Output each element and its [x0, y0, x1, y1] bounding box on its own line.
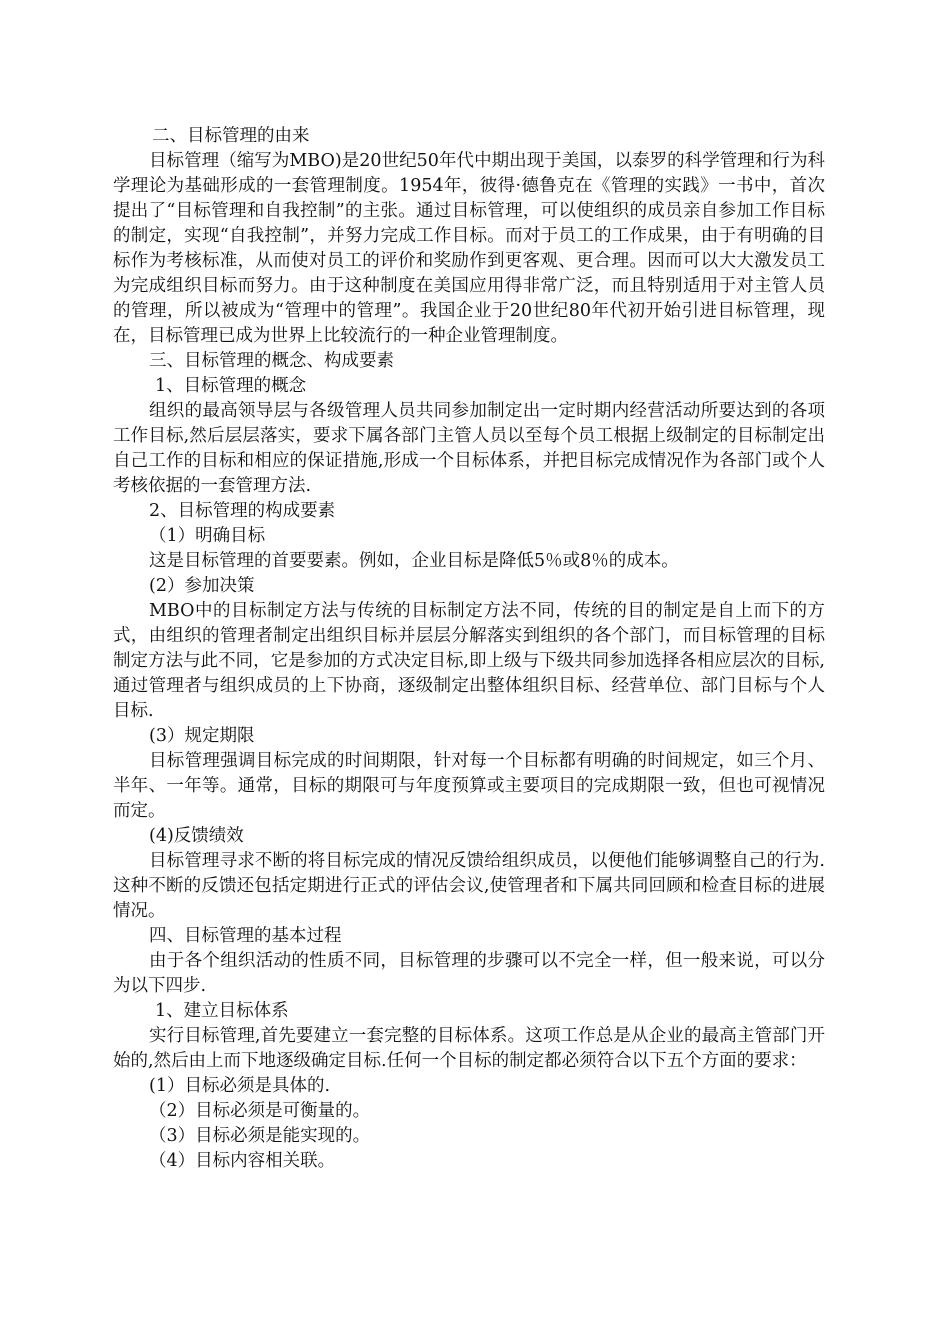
paragraph: 目标管理（缩写为MBO)是20世纪50年代中期出现于美国，以泰罗的科学管理和行为科学理论为基础形成的一套管理制度。1954年，彼得·德鲁克在《管理的实践》一书中，首次提出了“目标管理和自我控制”的主张。通过目标管理，可以使组织的成员亲自参加工作目标的制定，实现“自我控制”，并努力完成工作目标。而对于员工的工作成果，由于有明确的目标作为考核标准，从而使对员工的评价和奖励作到更客观、更合理。因而可以大大激发员工为完成组织目标而努力。由于这种制度在美国应用得非常广泛，而且特别适用于对主管人员的管理，所以被成为“管理中的管理”。我国企业于20世纪80年代初开始引进目标管理，现在，目标管理已成为世界上比较流行的一种企业管理制度。 — [113, 151, 825, 346]
list-item-heading: (2）参加决策 — [149, 576, 255, 596]
paragraph: MBO中的目标制定方法与传统的目标制定方法不同，传统的目的制定是自上而下的方式，由组织的管理者制定出组织目标并层层分解落实到组织的各个部门，而目标管理的目标制定方法与此不同，它是参加的方式决定目标,即上级与下级共同参加选择各相应层次的目标,通过管理者与组织成员的上下协商，逐级制定出整体组织目标、经营单位、部门目标与个人目标. — [113, 601, 825, 721]
subsection-heading: 1、建立目标体系 — [155, 1001, 289, 1021]
paragraph: 由于各个组织活动的性质不同，目标管理的步骤可以不完全一样，但一般来说，可以分为以下四步. — [113, 951, 825, 996]
list-item-heading: （1）明确目标 — [149, 526, 266, 546]
paragraph: 实行目标管理,首先要建立一套完整的目标体系。这项工作总是从企业的最高主管部门开始的,然后由上而下地逐级确定目标.任何一个目标的制定都必须符合以下五个方面的要求： — [113, 1026, 825, 1071]
subsection-heading: 1、目标管理的概念 — [155, 376, 307, 396]
paragraph: 这是目标管理的首要要素。例如，企业目标是降低5％或8％的成本。 — [149, 551, 679, 571]
section-heading: 三、目标管理的概念、构成要素 — [149, 351, 394, 371]
list-item: (1）目标必须是具体的. — [149, 1076, 331, 1096]
paragraph: 目标管理强调目标完成的时间期限，针对每一个目标都有明确的时间规定，如三个月、半年、一年等。通常，目标的期限可与年度预算或主要项目的完成期限一致，但也可视情况而定。 — [113, 751, 825, 821]
list-item-heading: (3）规定期限 — [149, 726, 255, 746]
list-item: （3）目标必须是能实现的。 — [149, 1126, 371, 1146]
paragraph: 目标管理寻求不断的将目标完成的情况反馈给组织成员，以便他们能够调整自己的行为.这种不断的反馈还包括定期进行正式的评估会议,使管理者和下属共同回顾和检查目标的进展情况。 — [113, 851, 825, 921]
document-body — [113, 124, 825, 1174]
section-heading: 二、目标管理的由来 — [152, 126, 310, 146]
list-item-heading: (4)反馈绩效 — [149, 826, 244, 846]
subsection-heading: 2、目标管理的构成要素 — [149, 501, 336, 521]
section-heading: 四、目标管理的基本过程 — [149, 926, 342, 946]
list-item: （4）目标内容相关联。 — [149, 1151, 336, 1171]
paragraph: 组织的最高领导层与各级管理人员共同参加制定出一定时期内经营活动所要达到的各项工作目标,然后层层落实，要求下属各部门主管人员以至每个员工根据上级制定的目标制定出自己工作的目标和相应的保证措施,形成一个目标体系，并把目标完成情况作为各部门或个人考核依据的一套管理方法. — [113, 401, 825, 496]
list-item: （2）目标必须是可衡量的。 — [149, 1101, 371, 1121]
